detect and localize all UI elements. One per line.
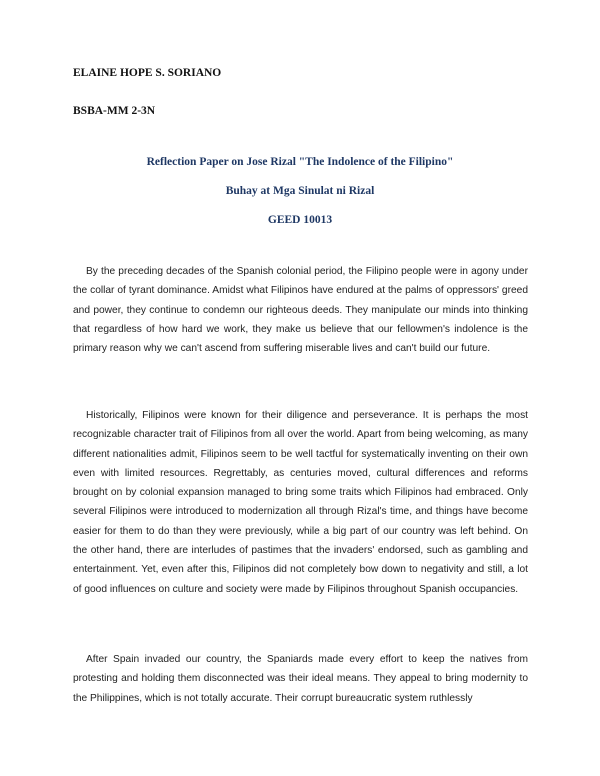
body-paragraph-2: Historically, Filipinos were known for their diligence and perseverance. It is perhaps the most recognizable character trait of Filipinos from all over the world. Apart from being welcoming, as many different nationalities admit, Filipinos seem to be well tactful for systematically inventing on their own even with limited resources. Regrettably, as centuries moved, cultural differences and reforms brought on by colonial expansion managed to bring some traits which Filipinos had embraced. Only several Filipinos were introduced to modernization all through Rizal's time, and things have become easier for them to do than they were previously, while a big part of our country was left behind. On the other hand, there are interludes of pastimes that the invaders' endorsed, such as gambling and entertainment. Yet, even after this, Filipinos did not completely bow down to negativity and still, a lot of good influences on culture and society were made by Filipinos throughout Spanish occupancies. [73, 410, 528, 595]
student-section: BSBA-MM 2-3N [73, 105, 156, 117]
body-paragraph-1: By the preceding decades of the Spanish colonial period, the Filipino people were in agony under the collar of tyrant dominance. Amidst what Filipinos have endured at the palms of oppressors' greed and power, they continue to condemn our righteous deeds. They manipulate our minds into thinking that regardless of how hard we work, they make us believe that our fellowmen's indolence is the primary reason why we can't ascend from suffering miserable lives and can't build our future. [73, 266, 528, 355]
document-title: Reflection Paper on Jose Rizal "The Indolence of the Filipino" [146, 156, 454, 168]
document-subtitle: Buhay at Mga Sinulat ni Rizal [225, 185, 375, 197]
body-paragraph-3: After Spain invaded our country, the Spaniards made every effort to keep the natives from protesting and holding them disconnected was their ideal means. They appeal to bring modernity to the Philippines, which is not totally accurate. Their corrupt bureaucratic system ruthlessly [73, 654, 528, 704]
course-code: GEED 10013 [267, 214, 333, 226]
author-name: ELAINE HOPE S. SORIANO [73, 67, 222, 79]
